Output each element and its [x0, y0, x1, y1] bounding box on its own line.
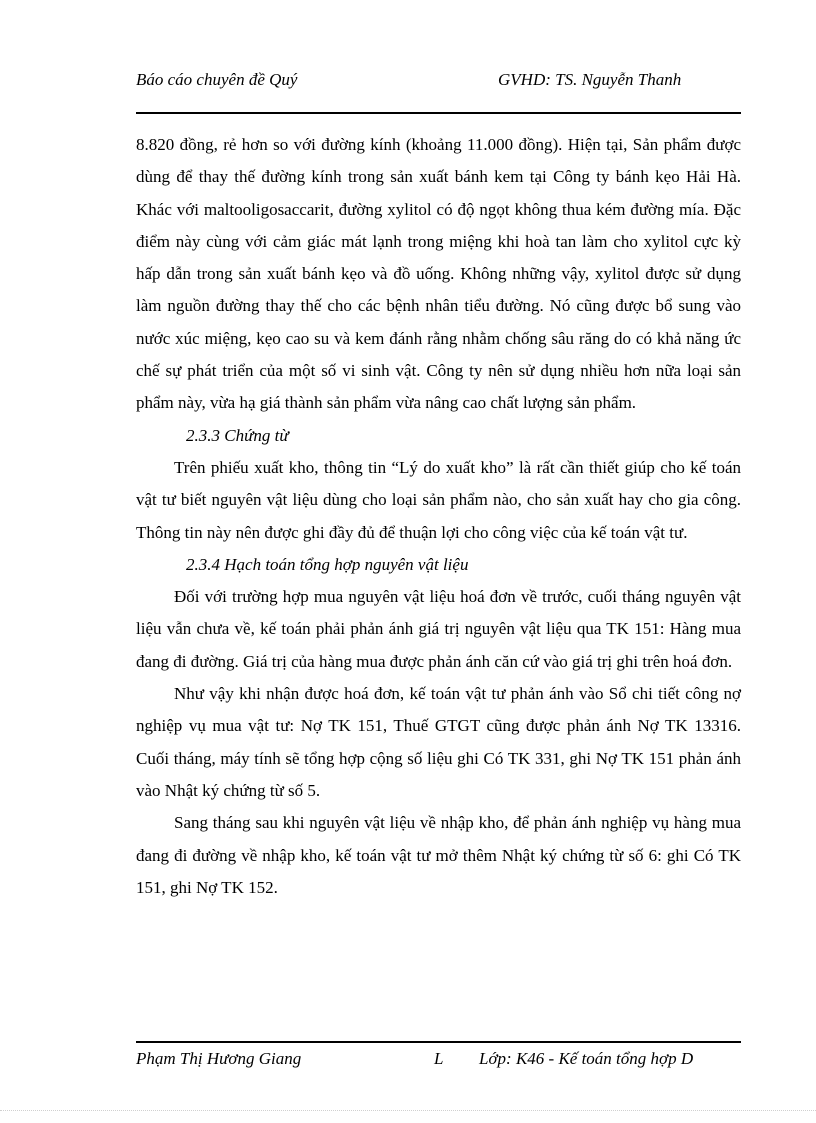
section-heading-chung-tu: 2.3.3 Chứng từ	[186, 425, 289, 445]
footer-class: Lớp: K46 - Kế toán tổng hợp D	[479, 1049, 694, 1068]
header-report-title: Báo cáo chuyên đề Quý	[136, 70, 298, 89]
footer-page-marker: L	[434, 1049, 444, 1068]
paragraph-thang-sau: Sang tháng sau khi nguyên vật liệu về nhập kho, để phản ánh nghiệp vụ hàng mua đang đi đường về nhập kho, kế toán vật tư mở thêm Nhật ký chứng từ số 6: ghi Có TK 151, ghi Nợ TK 152.	[136, 813, 741, 897]
paragraph-hoa-don-ve-truoc: Đối với trường hợp mua nguyên vật liệu hoá đơn về trước, cuối tháng nguyên vật liệu vẫn chưa về, kế toán phải phản ánh giá trị nguyên vật liệu qua TK 151: Hàng mua đang đi đường. Giá trị của hàng mua được phản ánh căn cứ vào giá trị ghi trên hoá đơn.	[136, 587, 741, 671]
document-body	[136, 129, 741, 904]
page-bottom-divider	[0, 1110, 816, 1111]
paragraph-xylitol: 8.820 đồng, rẻ hơn so với đường kính (khoảng 11.000 đồng). Hiện tại, Sản phẩm được dùng để thay thế đường kính trong sản xuất bánh kem tại Công ty bánh kẹo Hải Hà. Khác với maltooligosaccarit, đường xylitol có độ ngọt không thua kém đường mía. Đặc điểm này cùng với cảm giác mát lạnh trong miệng khi hoà tan làm cho xylitol cực kỳ hấp dẫn trong sản xuất bánh kẹo và đồ uống. Không những vậy, xylitol được sử dụng làm nguồn đường thay thế cho các bệnh nhân tiểu đường. Nó cũng được bổ sung vào nước xúc miệng, kẹo cao su và kem đánh rằng nhằm chống sâu răng do có khả năng ức chế sự phát triển của một số vi sinh vật. Công ty nên sử dụng nhiều hơn nữa loại sản phẩm này, vừa hạ giá thành sản phẩm vừa nâng cao chất lượng sản phẩm.	[136, 135, 741, 413]
section-heading-hach-toan: 2.3.4 Hạch toán tổng hợp nguyên vật liệu	[186, 554, 469, 574]
page-footer	[136, 1041, 741, 1083]
paragraph-phieu-xuat-kho: Trên phiếu xuất kho, thông tin “Lý do xuất kho” là rất cần thiết giúp cho kế toán vật tư biết nguyên vật liệu dùng cho loại sản phẩm nào, cho sản xuất hay cho gia công. Thông tin này nên được ghi đầy đủ để thuận lợi cho công việc của kế toán vật tư.	[136, 457, 741, 542]
header-supervisor: GVHD: TS. Nguyễn Thanh	[498, 70, 682, 89]
page-header	[136, 64, 741, 114]
paragraph-nhan-hoa-don: Như vậy khi nhận được hoá đơn, kế toán vật tư phản ánh vào Sổ chi tiết công nợ nghiệp vụ mua vật tư: Nợ TK 151, Thuế GTGT cũng được phản ánh Nợ TK 13316. Cuối tháng, máy tính sẽ tổng hợp cộng số liệu ghi Có TK 331, ghi Nợ TK 151 phản ánh vào Nhật ký chứng từ số 5.	[136, 684, 741, 800]
footer-author: Phạm Thị Hương Giang	[136, 1049, 302, 1068]
